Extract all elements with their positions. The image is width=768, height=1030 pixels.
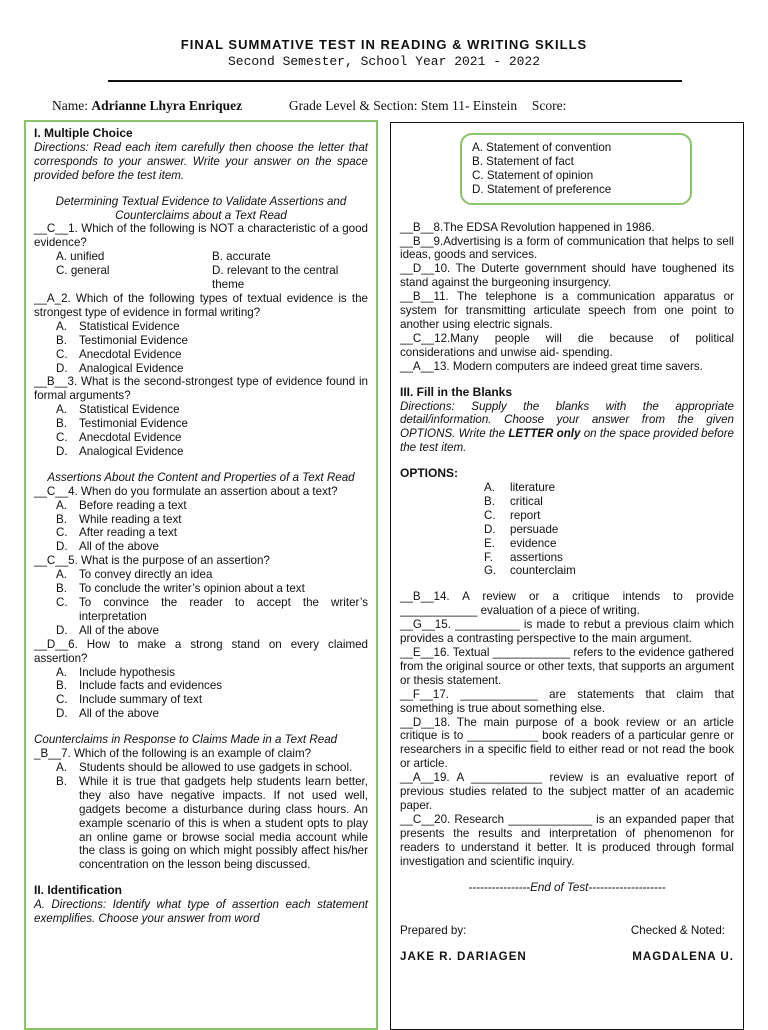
- student-info-row: [52, 98, 566, 114]
- q1-option-d: D. relevant to the central theme: [212, 264, 339, 292]
- section-3-directions: Directions: Supply the blanks with the appropriate detail/information. Choose your answer from the given OPTIONS. Write the LETTER only on the space provided before the test item.: [400, 399, 735, 455]
- item-14: __B__14. A review or a critique intends to provide ____________ evaluation of a piece of writing.: [400, 590, 734, 618]
- assertion-types-box: [460, 133, 692, 205]
- assertion-type: A. Statement of convention: [472, 141, 612, 154]
- question-4: __C__4. When do you formulate an assertion about a text?: [34, 484, 338, 498]
- grade-label: Grade Level & Section:: [288, 98, 418, 113]
- q3-option: D. Analogical Evidence: [56, 444, 184, 458]
- q6-option: D. All of the above: [56, 707, 159, 721]
- assertion-type: B. Statement of fact: [472, 154, 574, 168]
- question-5: __C__5. What is the purpose of an assertion?: [34, 554, 270, 568]
- q2-option: C. Anecdotal Evidence: [56, 347, 182, 361]
- question-2: __A_2. Which of the following types of textual evidence is the strongest type of evidence in formal writing?: [34, 291, 368, 319]
- item-19: __A__19. A ___________ review is an evaluative report of previous studies related to the subject matter of an academic paper.: [400, 771, 734, 812]
- checker-name: MAGDALENA U.: [632, 950, 734, 964]
- option-item: D. persuade: [484, 522, 559, 536]
- q4-option: C. After reading a text: [56, 526, 177, 540]
- q7-option-a: A. Students should be allowed to use gadgets in school.: [56, 760, 353, 774]
- q2-option: D. Analogical Evidence: [56, 361, 184, 375]
- q3-option: A. Statistical Evidence: [56, 403, 180, 417]
- q3-option: B. Testimonial Evidence: [56, 417, 188, 431]
- options-list: [400, 481, 734, 578]
- end-of-test: ----------------End of Test--------------------: [468, 880, 666, 894]
- options-label: OPTIONS:: [400, 466, 459, 481]
- signature-labels: [400, 924, 734, 938]
- name-value: Adrianne Lhyra Enriquez: [91, 98, 243, 113]
- item-15: __G__15. __________ is made to rebut a previous claim which provides a contrasting perspective to the main argument.: [400, 618, 734, 646]
- q7-option-b: B. While it is true that gadgets help students learn better, they also have negative impacts. If not used well, gadgets become a disturbance during class hours. An example scenario of this is when a student opts to play an online game or browse social media account while the class is going on which might possibly affect his/her concentration on the lesson being discussed.: [56, 774, 368, 872]
- item-11: __B__11. The telephone is a communication apparatus or system for transmitting articulate speech from one point to another using electric signals.: [400, 290, 734, 331]
- checked-noted-label: Checked & Noted:: [630, 924, 725, 938]
- section-2-directions: A. Directions: Identify what type of assertion each statement exemplifies. Choose your answer from word: [34, 898, 368, 926]
- item-8: __B__8.The EDSA Revolution happened in 1986.: [400, 220, 655, 234]
- option-item: G. counterclaim: [484, 564, 576, 578]
- q4-options: [34, 499, 368, 555]
- q5-options: [34, 568, 368, 638]
- q5-option: C. To convince the reader to accept the writer’s interpretation: [56, 596, 368, 623]
- name-label: Name:: [52, 98, 88, 113]
- section-1-directions: Directions: Read each item carefully then choose the letter that corresponds to your answer. Write your answer on the space provided before the test item.: [34, 140, 368, 182]
- option-item: B. critical: [484, 494, 543, 508]
- preparer-name: JAKE R. DARIAGEN: [400, 950, 527, 964]
- q1-option-b: B. accurate: [212, 250, 271, 264]
- q6-option: B. Include facts and evidences: [56, 679, 223, 693]
- question-7: _B__7. Which of the following is an example of claim?: [34, 747, 312, 761]
- q3-options: [34, 403, 368, 459]
- assertion-type: D. Statement of preference: [472, 182, 612, 196]
- assertion-type: C. Statement of opinion: [472, 168, 594, 182]
- q2-options: [34, 320, 368, 376]
- header-divider: [108, 80, 682, 82]
- item-18: __D__18. The main purpose of a book review or an article critique is to ___________ book readers of a particular genre or researchers in a specific field to either read or not read the book or article.: [400, 715, 734, 771]
- test-title: FINAL SUMMATIVE TEST IN READING & WRITING SKILLS: [180, 37, 588, 52]
- q5-option: A. To convey directly an idea: [56, 568, 213, 582]
- q5-option: D. All of the above: [56, 623, 159, 637]
- q4-option: A. Before reading a text: [56, 498, 187, 512]
- q1-option-a: A. unified: [56, 250, 105, 264]
- q6-option: C. Include summary of text: [56, 693, 203, 707]
- q1-options-row2: [34, 264, 368, 292]
- left-column: [24, 120, 378, 1030]
- section-3-title: III. Fill in the Blanks: [400, 384, 513, 399]
- q1-options-row1: [34, 250, 368, 264]
- q6-option: A. Include hypothesis: [56, 665, 176, 679]
- item-17: __F__17. ____________ are statements that claim that something is true about something else.: [400, 687, 734, 715]
- q1-option-c: C. general: [56, 264, 110, 278]
- subheading-assertions: Assertions About the Content and Properties of a Text Read: [47, 470, 355, 484]
- grade-value: Stem 11- Einstein: [420, 98, 518, 113]
- signature-names: [400, 950, 734, 964]
- question-6: __D__6. How to make a strong stand on every claimed assertion?: [34, 637, 368, 665]
- item-20: __C__20. Research _____________ is an expanded paper that presents the results and interpretation of phenomenon for readers to understand it better. It is produced through formal investigation and scientific inquiry.: [400, 812, 734, 868]
- item-10: __D__10. The Duterte government should have toughened its stand against the burgeoning insurgency.: [400, 262, 734, 290]
- option-item: C. report: [484, 508, 541, 522]
- item-13: __A__13. Modern computers are indeed great time savers.: [400, 359, 703, 373]
- q2-option: A. Statistical Evidence: [56, 319, 180, 333]
- section-1-title: I. Multiple Choice: [34, 126, 133, 140]
- option-item: E. evidence: [484, 536, 557, 550]
- right-column: [390, 122, 744, 1030]
- q2-option: B. Testimonial Evidence: [56, 333, 188, 347]
- prepared-by-label: Prepared by:: [400, 924, 467, 938]
- subheading-textual-evidence: Determining Textual Evidence to Validate Assertions and Counterclaims about a Text Read: [55, 194, 347, 222]
- question-3: __B__3. What is the second-strongest type of evidence found in formal arguments?: [34, 375, 368, 403]
- option-item: A. literature: [484, 481, 556, 495]
- score-label: Score:: [531, 98, 567, 113]
- item-9: __B__9.Advertising is a form of communication that helps to sell ideas, goods and services.: [400, 234, 734, 262]
- test-subtitle: Second Semester, School Year 2021 - 2022: [227, 54, 541, 69]
- option-item: F. assertions: [484, 550, 563, 564]
- q4-option: D. All of the above: [56, 540, 159, 554]
- subheading-counterclaims: Counterclaims in Response to Claims Made in a Text Read: [34, 733, 338, 747]
- q6-options: [34, 666, 368, 722]
- q5-option: B. To conclude the writer’s opinion about a text: [56, 582, 305, 596]
- item-12: __C__12.Many people will die because of political considerations and unwise aid- spending.: [400, 331, 734, 359]
- section-2-title: II. Identification: [34, 883, 123, 898]
- q4-option: B. While reading a text: [56, 512, 182, 526]
- item-16: __E__16. Textual ____________ refers to the evidence gathered from the original source or other texts, that supports an argument or thesis statement.: [400, 646, 734, 687]
- q3-option: C. Anecdotal Evidence: [56, 431, 182, 445]
- question-1: __C__1. Which of the following is NOT a characteristic of a good evidence?: [34, 222, 368, 250]
